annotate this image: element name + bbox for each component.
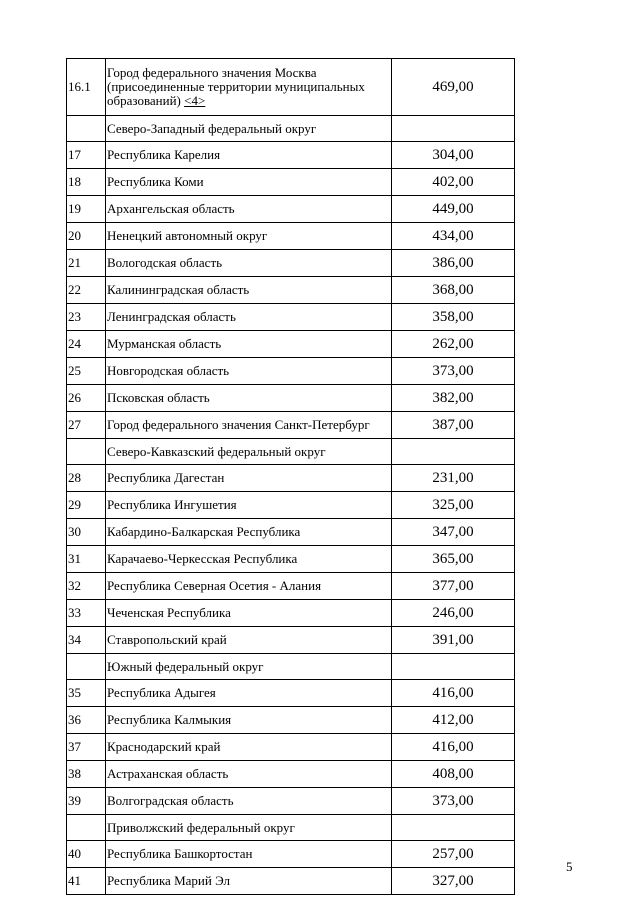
rate-value: 377,00 (392, 573, 515, 600)
region-name: Краснодарский край (106, 734, 392, 761)
table-row (67, 169, 515, 196)
region-name: Псковская область (106, 385, 392, 412)
row-number (67, 116, 106, 142)
rate-value: 358,00 (392, 304, 515, 331)
page-number: 5 (566, 859, 573, 874)
region-name: Республика Адыгея (106, 680, 392, 707)
table-row (67, 492, 515, 519)
rate-value: 434,00 (392, 223, 515, 250)
row-number: 25 (67, 358, 106, 385)
table-row (67, 734, 515, 761)
table-row (67, 59, 515, 116)
table-row (67, 465, 515, 492)
region-name: Мурманская область (106, 331, 392, 358)
rate-value: 412,00 (392, 707, 515, 734)
row-number: 27 (67, 412, 106, 439)
rate-value: 416,00 (392, 680, 515, 707)
footnote-reference-link[interactable]: <4> (184, 93, 206, 108)
row-number: 26 (67, 385, 106, 412)
row-number: 34 (67, 627, 106, 654)
rate-value: 246,00 (392, 600, 515, 627)
rate-value: 231,00 (392, 465, 515, 492)
rate-value: 347,00 (392, 519, 515, 546)
rate-value: 416,00 (392, 734, 515, 761)
region-name: Карачаево-Черкесская Республика (106, 546, 392, 573)
region-name: Республика Башкортостан (106, 841, 392, 868)
table-row (67, 358, 515, 385)
rate-value (392, 439, 515, 465)
table-row (67, 761, 515, 788)
rate-value: 387,00 (392, 412, 515, 439)
row-number: 19 (67, 196, 106, 223)
rate-value: 469,00 (392, 59, 515, 116)
row-number: 31 (67, 546, 106, 573)
row-number (67, 654, 106, 680)
rate-value: 386,00 (392, 250, 515, 277)
rate-value: 368,00 (392, 277, 515, 304)
rate-value: 449,00 (392, 196, 515, 223)
table-row (67, 707, 515, 734)
row-number: 18 (67, 169, 106, 196)
row-number: 40 (67, 841, 106, 868)
region-name: Республика Карелия (106, 142, 392, 169)
row-number: 22 (67, 277, 106, 304)
tariff-table (66, 58, 515, 895)
rate-value: 257,00 (392, 841, 515, 868)
rate-value: 304,00 (392, 142, 515, 169)
rate-value: 402,00 (392, 169, 515, 196)
row-number: 24 (67, 331, 106, 358)
row-number: 39 (67, 788, 106, 815)
table-row (67, 223, 515, 250)
row-number: 37 (67, 734, 106, 761)
region-name: Калининградская область (106, 277, 392, 304)
region-name: Новгородская область (106, 358, 392, 385)
table-row (67, 519, 515, 546)
row-number: 23 (67, 304, 106, 331)
rate-value: 365,00 (392, 546, 515, 573)
region-name: Чеченская Республика (106, 600, 392, 627)
row-number: 32 (67, 573, 106, 600)
section-header-row (67, 815, 515, 841)
region-name-text: Город федерального значения Москва (присоединенные территории муниципальных образований) (107, 65, 365, 108)
row-number: 20 (67, 223, 106, 250)
table-row (67, 868, 515, 895)
rate-value: 373,00 (392, 358, 515, 385)
section-header-row (67, 654, 515, 680)
rate-value: 373,00 (392, 788, 515, 815)
region-name: Республика Калмыкия (106, 707, 392, 734)
table-row (67, 546, 515, 573)
row-number: 30 (67, 519, 106, 546)
rate-value (392, 116, 515, 142)
row-number (67, 815, 106, 841)
rate-value: 327,00 (392, 868, 515, 895)
region-name: Ненецкий автономный округ (106, 223, 392, 250)
region-name: Вологодская область (106, 250, 392, 277)
row-number: 17 (67, 142, 106, 169)
region-name: Республика Коми (106, 169, 392, 196)
table-row (67, 331, 515, 358)
table-row (67, 277, 515, 304)
section-title: Северо-Кавказский федеральный округ (106, 439, 392, 465)
tariff-table-body (67, 59, 515, 895)
region-name: Ленинградская область (106, 304, 392, 331)
row-number: 35 (67, 680, 106, 707)
table-row (67, 627, 515, 654)
table-row (67, 680, 515, 707)
row-number: 33 (67, 600, 106, 627)
table-row (67, 196, 515, 223)
region-name (106, 59, 392, 116)
table-row (67, 841, 515, 868)
section-title: Южный федеральный округ (106, 654, 392, 680)
section-title: Северо-Западный федеральный округ (106, 116, 392, 142)
table-row (67, 412, 515, 439)
row-number: 36 (67, 707, 106, 734)
region-name: Республика Дагестан (106, 465, 392, 492)
table-row (67, 142, 515, 169)
row-number: 28 (67, 465, 106, 492)
table-row (67, 573, 515, 600)
row-number (67, 439, 106, 465)
table-row (67, 250, 515, 277)
rate-value (392, 654, 515, 680)
section-header-row (67, 116, 515, 142)
section-title: Приволжский федеральный округ (106, 815, 392, 841)
row-number: 29 (67, 492, 106, 519)
row-number: 41 (67, 868, 106, 895)
table-row (67, 385, 515, 412)
table-row (67, 600, 515, 627)
rate-value: 391,00 (392, 627, 515, 654)
region-name: Астраханская область (106, 761, 392, 788)
region-name: Республика Марий Эл (106, 868, 392, 895)
region-name: Республика Северная Осетия - Алания (106, 573, 392, 600)
rate-value: 262,00 (392, 331, 515, 358)
region-name: Республика Ингушетия (106, 492, 392, 519)
row-number: 16.1 (67, 59, 106, 116)
row-number: 21 (67, 250, 106, 277)
section-header-row (67, 439, 515, 465)
table-row (67, 788, 515, 815)
region-name: Ставропольский край (106, 627, 392, 654)
rate-value (392, 815, 515, 841)
rate-value: 325,00 (392, 492, 515, 519)
region-name: Кабардино-Балкарская Республика (106, 519, 392, 546)
table-row (67, 304, 515, 331)
region-name: Волгоградская область (106, 788, 392, 815)
rate-value: 408,00 (392, 761, 515, 788)
rate-value: 382,00 (392, 385, 515, 412)
region-name: Город федерального значения Санкт-Петербург (106, 412, 392, 439)
row-number: 38 (67, 761, 106, 788)
region-name: Архангельская область (106, 196, 392, 223)
